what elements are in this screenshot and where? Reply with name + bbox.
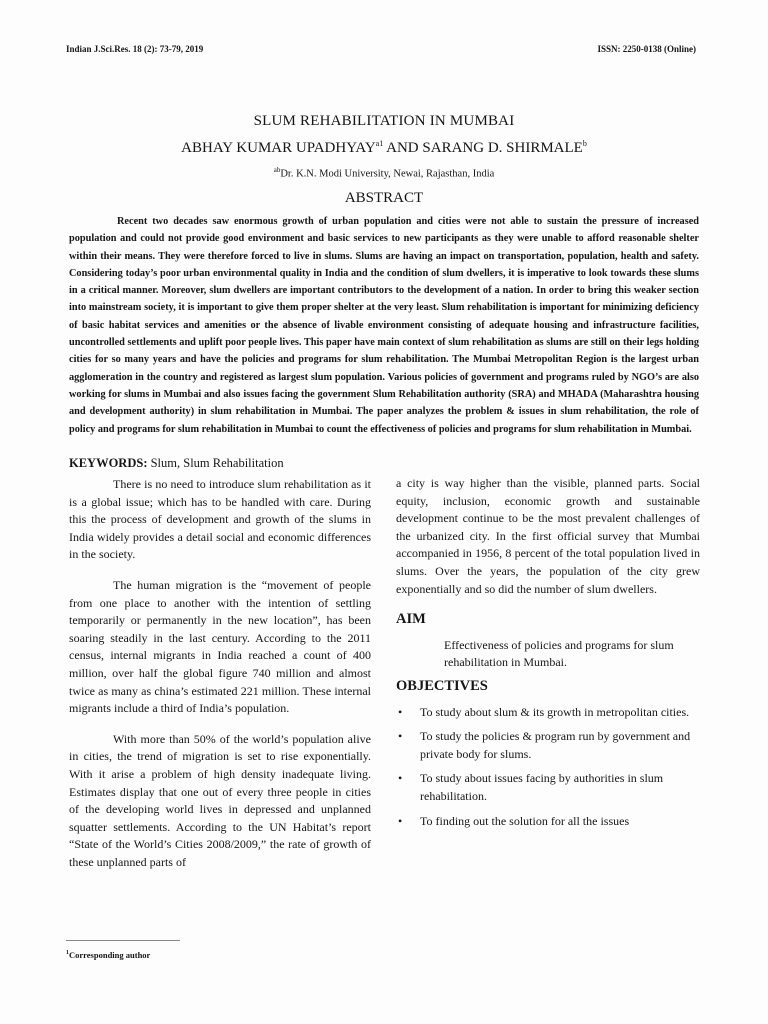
objective-item xyxy=(396,770,700,805)
objective-item xyxy=(396,728,700,763)
paragraph-intro: There is no need to introduce slum rehabilitation as it is a global issue; which has to be handled with care. During this the process of development and growth of the slums in India widely provides a detail social and economic differences in the society. xyxy=(69,477,371,562)
journal-citation: Indian J.Sci.Res. 18 (2): 73-79, 2019 xyxy=(66,44,204,54)
objective-text: To study about issues facing by authorities in slum rehabilitation. xyxy=(420,771,664,803)
objective-text: To study about slum & its growth in metropolitan cities. xyxy=(420,704,690,719)
abstract-text: Recent two decades saw enormous growth of urban population and cities were not able to sustain the pressure of increased population and could not provide good environment and basic services to new participants as they were unable to afford reasonable shelter within their means. They were therefore forced to live in slums. Slums are having an impact on transportation, population, health and safety. Considering today’s poor urban environmental quality in India and the condition of slum dwellers, it is imperative to look towards these slums in a critical manner. Moreover, slum dwellers are important contributors to the development of a nation. In order to bring this weaker section into mainstream society, it is important to give them proper shelter at the very least. Slum rehabilitation is important for minimizing deficiency of basic habitat services and amenities or the absence of livable environment consisting of adequate housing and infrastructure facilities, uncontrolled settlements and uplift poor people lives. This paper have main context of slum rehabilitation as slums are still on their legs holding cities for so many years and have the policies and programs for slum rehabilitation. The Mumbai Metropolitan Region is the largest urban agglomeration in the country and registered as largest slum population. Various policies of government and programs ruled by NGO’s are also working for slums in Mumbai and also issues facing the government Slum Rehabilitation authority (SRA) and MHADA (Maharashtra housing and development authority) in slum rehabilitation in Mumbai. The paper analyzes the problem & issues in slum rehabilitation, the role of policy and programs for slum rehabilitation in Mumbai to count the effectiveness of policies and programs for slum rehabilitation in Mumbai. xyxy=(69,216,699,435)
aim-text xyxy=(396,637,700,672)
abstract-heading: ABSTRACT xyxy=(344,190,424,206)
footnote xyxy=(66,950,150,960)
objective-text: To study the policies & program run by government and private body for slums. xyxy=(420,729,691,761)
body-left-column xyxy=(69,476,371,884)
keywords-label: KEYWORDS: xyxy=(69,456,148,470)
keywords-text: Slum, Slum Rehabilitation xyxy=(147,456,284,470)
affiliation xyxy=(0,166,768,180)
keywords-line xyxy=(69,456,284,471)
objectives-list xyxy=(396,704,700,831)
author-2-affil-mark: b xyxy=(582,139,587,148)
aim-text-line-1: Effectiveness of policies and programs for slum xyxy=(444,637,674,652)
body-right-column xyxy=(396,475,700,837)
footnote-text: Corresponding author xyxy=(69,950,151,960)
objective-item xyxy=(396,813,700,831)
author-1-affil-mark: a1 xyxy=(375,139,384,148)
paper-title: SLUM REHABILITATION IN MUMBAI xyxy=(253,113,515,129)
aim-heading: AIM xyxy=(396,611,426,628)
objective-item xyxy=(396,704,700,722)
bullet-icon: • xyxy=(398,771,403,786)
paragraph-urban-population: With more than 50% of the world’s population alive in cities, the trend of migration is set to rise exponentially. With it arise a problem of high density inadequate living. Estimates display that one out of every three people in cities of the developing world lives in depressed and unplanned squatter settlements. According to the UN Habitat’s report “State of the World’s Cities 2008/2009,” the rate of growth of these unplanned parts of xyxy=(69,731,371,869)
affiliation-text: Dr. K.N. Modi University, Newai, Rajasthan, India xyxy=(280,168,495,180)
paragraph-continuation: a city is way higher than the visible, planned parts. Social equity, inclusion, economic growth and sustainable development continue to be the most prevalent challenges of the urbanized city. In the first official survey that Mumbai accompanied in 1956, 8 percent of the total population lived in slums. Over the years, the population of the city grew exponentially and so did the number of slum dwellers. xyxy=(396,476,700,596)
paragraph-migration: The human migration is the “movement of people from one place to another with the intention of settling temporarily or permanently in the new location”, has been soaring steadily in the last century. According to the 2011 census, internal migrants in India reached a count of 400 million, over half the global figure 740 million and almost twice as many as china’s estimated 221 million. These internal migrants include a third of India’s population. xyxy=(69,577,371,716)
footnote-divider xyxy=(66,940,180,941)
footnote-mark: 1 xyxy=(66,950,69,957)
author-line xyxy=(0,139,768,157)
objectives-heading: OBJECTIVES xyxy=(396,677,488,694)
author-joiner: AND xyxy=(383,140,423,156)
bullet-icon: • xyxy=(398,729,403,744)
bullet-icon: • xyxy=(398,704,403,719)
affiliation-mark: ab xyxy=(273,166,281,174)
objective-text: To finding out the solution for all the issues xyxy=(420,813,630,828)
author-1: ABHAY KUMAR UPADHYAY xyxy=(181,140,376,156)
aim-text-line-2: rehabilitation in Mumbai. xyxy=(444,655,567,670)
issn-label: ISSN: 2250-0138 (Online) xyxy=(597,44,696,54)
bullet-icon: • xyxy=(398,813,403,828)
author-2: SARANG D. SHIRMALE xyxy=(422,140,583,156)
